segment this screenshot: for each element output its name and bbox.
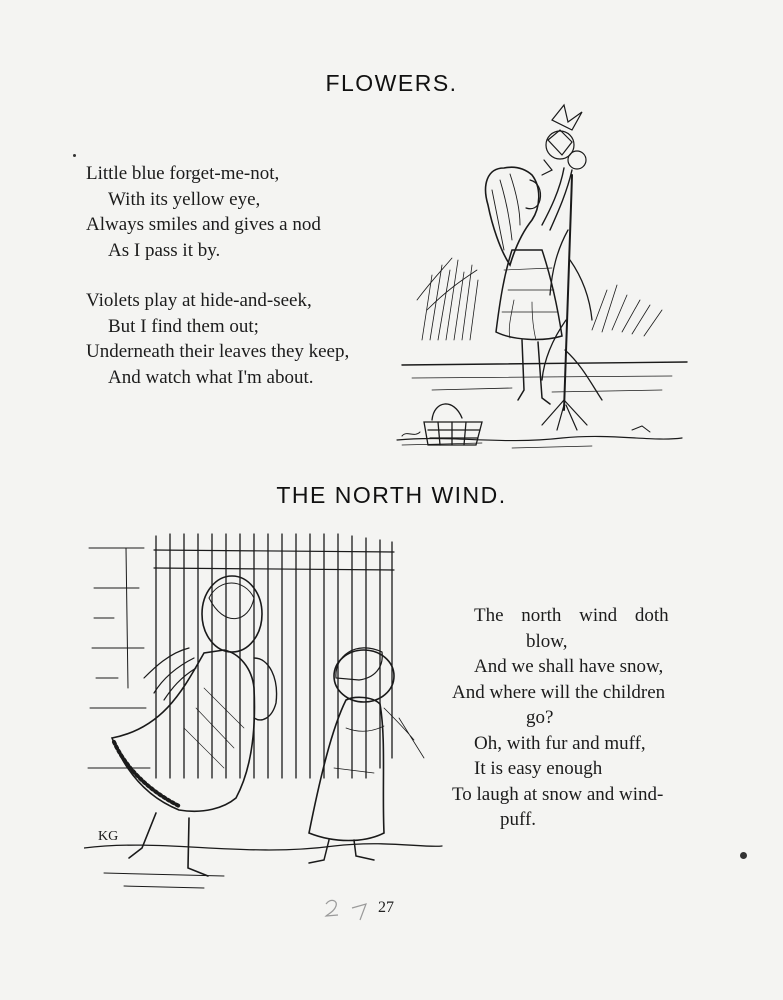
page-number: 27 [378,899,394,916]
poem-line: puff. [500,809,537,830]
poem-line: Little blue forget-me-not, [86,163,280,184]
poem-line: It is easy enough [474,758,603,779]
flowers-title: FLOWERS. [325,70,458,96]
ink-speck [740,852,747,859]
poem-line: Underneath their leaves they keep, [86,341,350,362]
poem-line: go? [526,707,554,728]
poem-line: And we shall have snow, [474,656,664,677]
girl-picking-lily-illustration-icon [392,100,692,460]
north-wind-poem [452,603,669,833]
poem-line: As I pass it by. [108,239,221,261]
poem-line: And where will the children [452,681,666,703]
illustrator-monogram: KG [98,829,119,844]
poem-line: Always smiles and gives a nod [86,214,321,235]
pencil-mark [322,896,378,929]
flowers-poem [86,161,349,390]
children-walking-in-wind-illustration-icon [84,528,444,896]
north-wind-title: THE NORTH WIND. [276,482,507,508]
poem-line: blow, [526,630,568,652]
poem-line: The north wind doth [474,605,669,626]
poem-line: And watch what I'm about. [108,366,314,388]
poem-line: Oh, with fur and muff, [474,732,646,754]
poem-line: To laugh at snow and wind- [452,783,664,805]
poem-line: Violets play at hide-and-seek, [86,290,312,311]
poem-line: But I find them out; [108,315,259,337]
poem-line: With its yellow eye, [108,188,261,210]
ink-speck [73,154,76,157]
